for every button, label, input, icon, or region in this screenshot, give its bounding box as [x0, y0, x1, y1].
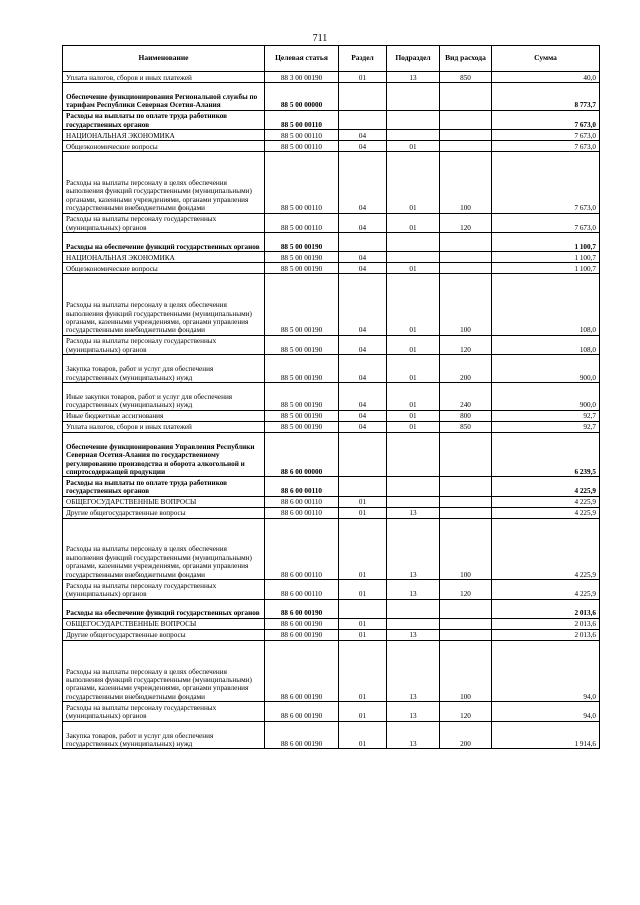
table-row [63, 110, 600, 129]
table-row [63, 507, 600, 518]
column-header-type: Вид расхода [440, 46, 492, 72]
row-name-cell: НАЦИОНАЛЬНАЯ ЭКОНОМИКА [63, 130, 265, 141]
row-target-cell: 88 5 00 00190 [265, 382, 339, 410]
row-type-cell [440, 599, 492, 618]
row-subsection-cell: 01 [387, 382, 440, 410]
row-section-cell: 01 [339, 507, 387, 518]
row-sum-cell: 108,0 [492, 335, 600, 354]
row-sum-cell: 7 673,0 [492, 130, 600, 141]
row-target-cell: 88 5 00 00110 [265, 141, 339, 152]
row-target-cell: 88 5 00 00000 [265, 83, 339, 111]
row-sum-cell: 92,7 [492, 421, 600, 432]
row-sum-cell: 2 013,6 [492, 629, 600, 640]
table-row [63, 580, 600, 599]
table-row [63, 213, 600, 232]
row-subsection-cell [387, 130, 440, 141]
row-sum-cell: 108,0 [492, 274, 600, 335]
row-subsection-cell [387, 618, 440, 629]
row-type-cell: 100 [440, 518, 492, 579]
row-sum-cell: 8 773,7 [492, 83, 600, 111]
row-subsection-cell: 13 [387, 72, 440, 83]
row-sum-cell: 4 225,9 [492, 580, 600, 599]
row-section-cell: 01 [339, 702, 387, 721]
table-row [63, 618, 600, 629]
row-subsection-cell: 01 [387, 141, 440, 152]
row-type-cell: 120 [440, 213, 492, 232]
row-sum-cell: 4 225,9 [492, 477, 600, 496]
row-name-cell: Другие общегосударственные вопросы [63, 507, 265, 518]
row-target-cell: 88 5 00 00190 [265, 421, 339, 432]
row-type-cell: 200 [440, 721, 492, 749]
table-row [63, 83, 600, 111]
row-section-cell: 04 [339, 213, 387, 232]
page-number: 711 [312, 33, 328, 44]
row-section-cell: 01 [339, 721, 387, 749]
row-subsection-cell: 01 [387, 152, 440, 213]
column-header-sum: Сумма [492, 46, 600, 72]
row-subsection-cell [387, 252, 440, 263]
row-sum-cell: 40,0 [492, 72, 600, 83]
row-target-cell: 88 5 00 00190 [265, 252, 339, 263]
row-section-cell: 04 [339, 410, 387, 421]
row-sum-cell: 4 225,9 [492, 496, 600, 507]
row-target-cell: 88 5 00 00190 [265, 335, 339, 354]
column-header-subsection: Подраздел [387, 46, 440, 72]
row-section-cell: 01 [339, 618, 387, 629]
row-section-cell: 04 [339, 252, 387, 263]
row-target-cell: 88 6 00 00190 [265, 702, 339, 721]
row-type-cell: 800 [440, 410, 492, 421]
table-row [63, 232, 600, 251]
table-row [63, 263, 600, 274]
table-row [63, 432, 600, 477]
row-section-cell: 01 [339, 629, 387, 640]
row-subsection-cell: 01 [387, 421, 440, 432]
table-row [63, 421, 600, 432]
budget-table [62, 45, 600, 749]
row-name-cell: НАЦИОНАЛЬНАЯ ЭКОНОМИКА [63, 252, 265, 263]
row-subsection-cell: 13 [387, 518, 440, 579]
row-sum-cell: 7 673,0 [492, 110, 600, 129]
row-section-cell: 04 [339, 274, 387, 335]
row-sum-cell: 1 100,7 [492, 263, 600, 274]
row-section-cell: 04 [339, 355, 387, 383]
table-row [63, 252, 600, 263]
row-sum-cell: 94,0 [492, 640, 600, 701]
row-section-cell: 01 [339, 72, 387, 83]
row-type-cell [440, 263, 492, 274]
row-type-cell: 850 [440, 421, 492, 432]
row-type-cell [440, 232, 492, 251]
row-name-cell: ОБЩЕГОСУДАРСТВЕННЫЕ ВОПРОСЫ [63, 496, 265, 507]
row-target-cell: 88 5 00 00110 [265, 152, 339, 213]
row-subsection-cell [387, 232, 440, 251]
row-name-cell: Общеэкономические вопросы [63, 141, 265, 152]
row-type-cell: 200 [440, 355, 492, 383]
row-type-cell [440, 110, 492, 129]
row-target-cell: 88 5 00 00190 [265, 263, 339, 274]
row-name-cell: Расходы на выплаты по оплате труда работников государственных органов [63, 477, 265, 496]
row-type-cell [440, 629, 492, 640]
row-target-cell: 88 5 00 00110 [265, 213, 339, 232]
table-row [63, 410, 600, 421]
row-section-cell: 04 [339, 141, 387, 152]
row-section-cell: 04 [339, 130, 387, 141]
row-name-cell: Закупка товаров, работ и услуг для обеспечения государственных (муниципальных) нужд [63, 355, 265, 383]
column-header-section: Раздел [339, 46, 387, 72]
row-type-cell [440, 83, 492, 111]
table-row [63, 141, 600, 152]
row-sum-cell: 900,0 [492, 355, 600, 383]
row-type-cell [440, 618, 492, 629]
row-name-cell: Расходы на выплаты персоналу в целях обеспечения выполнения функций государственными (муниципальными) органами, казенными учреждениями, органами управления государственными внебюджетными фондами [63, 274, 265, 335]
row-target-cell: 88 6 00 00190 [265, 599, 339, 618]
row-sum-cell: 7 673,0 [492, 141, 600, 152]
row-section-cell: 01 [339, 580, 387, 599]
row-name-cell: Уплата налогов, сборов и иных платежей [63, 421, 265, 432]
row-subsection-cell: 13 [387, 507, 440, 518]
table-row [63, 721, 600, 749]
column-header-name: Наименование [63, 46, 265, 72]
table-row [63, 702, 600, 721]
row-name-cell: Иные закупки товаров, работ и услуг для обеспечения государственных (муниципальных) нужд [63, 382, 265, 410]
row-section-cell [339, 232, 387, 251]
row-target-cell: 88 5 00 00190 [265, 232, 339, 251]
table-row [63, 355, 600, 383]
row-subsection-cell [387, 599, 440, 618]
row-target-cell: 88 6 00 00190 [265, 629, 339, 640]
row-type-cell: 100 [440, 152, 492, 213]
row-type-cell [440, 432, 492, 477]
row-name-cell: Расходы на выплаты персоналу государственных (муниципальных) органов [63, 580, 265, 599]
row-type-cell: 100 [440, 640, 492, 701]
row-type-cell: 120 [440, 702, 492, 721]
row-section-cell: 01 [339, 496, 387, 507]
row-sum-cell: 1 914,6 [492, 721, 600, 749]
row-subsection-cell [387, 432, 440, 477]
row-name-cell: Расходы на обеспечение функций государственных органов [63, 232, 265, 251]
row-name-cell: Общеэкономические вопросы [63, 263, 265, 274]
row-name-cell: Иные бюджетные ассигнования [63, 410, 265, 421]
row-type-cell [440, 507, 492, 518]
row-section-cell: 04 [339, 421, 387, 432]
row-type-cell: 120 [440, 335, 492, 354]
row-type-cell [440, 252, 492, 263]
row-name-cell: Расходы на выплаты персоналу государственных (муниципальных) органов [63, 213, 265, 232]
row-target-cell: 88 6 00 00110 [265, 580, 339, 599]
row-target-cell: 88 5 00 00110 [265, 130, 339, 141]
row-sum-cell: 1 100,7 [492, 252, 600, 263]
table-row [63, 599, 600, 618]
row-name-cell: Расходы на обеспечение функций государственных органов [63, 599, 265, 618]
table-row [63, 274, 600, 335]
row-sum-cell: 2 013,6 [492, 599, 600, 618]
row-section-cell: 04 [339, 263, 387, 274]
row-name-cell: Другие общегосударственные вопросы [63, 629, 265, 640]
row-subsection-cell [387, 110, 440, 129]
row-target-cell: 88 6 00 00110 [265, 518, 339, 579]
row-subsection-cell: 13 [387, 721, 440, 749]
row-section-cell: 01 [339, 518, 387, 579]
row-sum-cell: 2 013,6 [492, 618, 600, 629]
table-row [63, 130, 600, 141]
row-target-cell: 88 3 00 00190 [265, 72, 339, 83]
row-subsection-cell [387, 83, 440, 111]
row-subsection-cell: 13 [387, 629, 440, 640]
row-target-cell: 88 6 00 00110 [265, 477, 339, 496]
row-sum-cell: 92,7 [492, 410, 600, 421]
row-sum-cell: 4 225,9 [492, 518, 600, 579]
table-row [63, 382, 600, 410]
row-name-cell: Расходы на выплаты персоналу государственных (муниципальных) органов [63, 702, 265, 721]
row-target-cell: 88 6 00 00190 [265, 721, 339, 749]
row-sum-cell: 6 239,5 [492, 432, 600, 477]
row-subsection-cell: 01 [387, 263, 440, 274]
row-sum-cell: 900,0 [492, 382, 600, 410]
row-subsection-cell [387, 496, 440, 507]
row-target-cell: 88 5 00 00190 [265, 274, 339, 335]
table-header-row [63, 46, 600, 72]
row-type-cell: 100 [440, 274, 492, 335]
row-section-cell [339, 599, 387, 618]
row-name-cell: Расходы на выплаты персоналу в целях обеспечения выполнения функций государственными (муниципальными) органами, казенными учреждениями, органами управления государственными внебюджетными фондами [63, 152, 265, 213]
row-name-cell: ОБЩЕГОСУДАРСТВЕННЫЕ ВОПРОСЫ [63, 618, 265, 629]
row-name-cell: Расходы на выплаты персоналу государственных (муниципальных) органов [63, 335, 265, 354]
row-section-cell: 04 [339, 382, 387, 410]
row-subsection-cell: 13 [387, 640, 440, 701]
row-target-cell: 88 5 00 00190 [265, 410, 339, 421]
table-row [63, 629, 600, 640]
row-name-cell: Уплата налогов, сборов и иных платежей [63, 72, 265, 83]
row-section-cell: 04 [339, 152, 387, 213]
row-section-cell [339, 110, 387, 129]
row-type-cell [440, 477, 492, 496]
row-type-cell [440, 141, 492, 152]
row-name-cell: Расходы на выплаты персоналу в целях обеспечения выполнения функций государственными (муниципальными) органами, казенными учреждениями, органами управления государственными внебюджетными фондами [63, 640, 265, 701]
row-subsection-cell: 01 [387, 213, 440, 232]
row-type-cell: 850 [440, 72, 492, 83]
row-name-cell: Расходы на выплаты персоналу в целях обеспечения выполнения функций государственными (муниципальными) органами, казенными учреждениями, органами управления государственными внебюджетными фондами [63, 518, 265, 579]
row-section-cell [339, 83, 387, 111]
row-type-cell [440, 130, 492, 141]
table-row [63, 335, 600, 354]
table-row [63, 496, 600, 507]
row-target-cell: 88 6 00 00110 [265, 496, 339, 507]
row-subsection-cell: 01 [387, 274, 440, 335]
row-name-cell: Закупка товаров, работ и услуг для обеспечения государственных (муниципальных) нужд [63, 721, 265, 749]
row-name-cell: Расходы на выплаты по оплате труда работников государственных органов [63, 110, 265, 129]
table-row [63, 72, 600, 83]
table-row [63, 477, 600, 496]
row-sum-cell: 94,0 [492, 702, 600, 721]
table-row [63, 518, 600, 579]
row-type-cell: 120 [440, 580, 492, 599]
table-row [63, 152, 600, 213]
row-subsection-cell [387, 477, 440, 496]
row-subsection-cell: 01 [387, 335, 440, 354]
row-sum-cell: 4 225,9 [492, 507, 600, 518]
column-header-target: Целевая статья [265, 46, 339, 72]
row-section-cell [339, 432, 387, 477]
table-row [63, 640, 600, 701]
row-section-cell: 04 [339, 335, 387, 354]
table-body [63, 72, 600, 749]
row-target-cell: 88 5 00 00110 [265, 110, 339, 129]
row-target-cell: 88 6 00 00190 [265, 640, 339, 701]
row-subsection-cell: 01 [387, 410, 440, 421]
row-target-cell: 88 6 00 00190 [265, 618, 339, 629]
row-type-cell [440, 496, 492, 507]
row-target-cell: 88 6 00 00000 [265, 432, 339, 477]
row-sum-cell: 7 673,0 [492, 152, 600, 213]
row-subsection-cell: 13 [387, 702, 440, 721]
row-section-cell: 01 [339, 640, 387, 701]
row-section-cell [339, 477, 387, 496]
row-name-cell: Обеспечение функционирования Управления Республики Северная Осетия-Алания по государственному регулированию производства и оборота алкогольной и спиртосодержащей продукции [63, 432, 265, 477]
row-name-cell: Обеспечение функционирования Региональной службы по тарифам Республики Северная Осетия-Алания [63, 83, 265, 111]
row-subsection-cell: 01 [387, 355, 440, 383]
row-target-cell: 88 5 00 00190 [265, 355, 339, 383]
row-type-cell: 240 [440, 382, 492, 410]
row-subsection-cell: 13 [387, 580, 440, 599]
row-sum-cell: 1 100,7 [492, 232, 600, 251]
row-target-cell: 88 6 00 00110 [265, 507, 339, 518]
row-sum-cell: 7 673,0 [492, 213, 600, 232]
